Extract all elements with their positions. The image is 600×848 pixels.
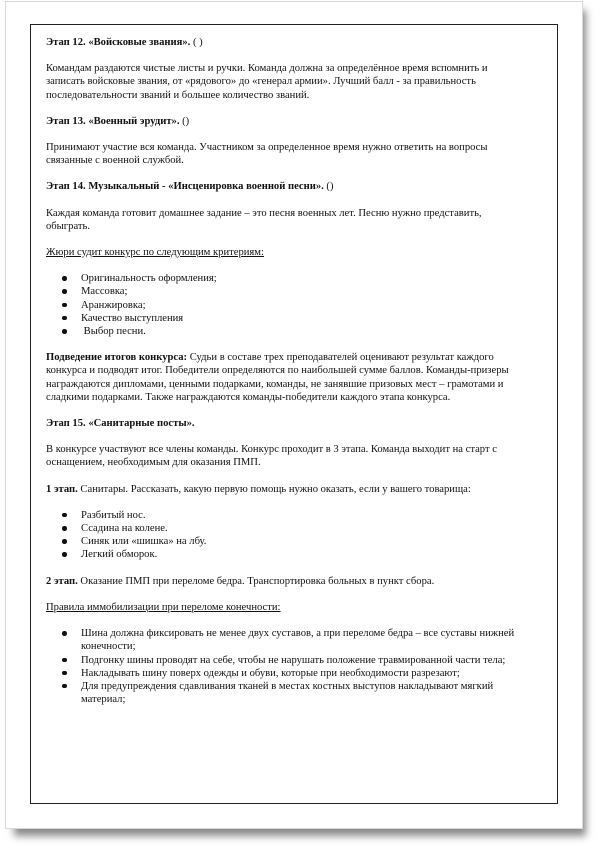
- list-item-text: Выбор песни.: [81, 326, 146, 338]
- list-item: [46, 285, 524, 298]
- step2-paragraph: [46, 575, 524, 588]
- list-item: [46, 535, 524, 548]
- list-item: [46, 299, 524, 312]
- step1-label: 1 этап.: [46, 483, 78, 495]
- list-item-text: Легкий обморок.: [81, 549, 158, 561]
- step1-text: Санитары. Рассказать, какую первую помощь нужно оказать, если у вашего товарища:: [77, 483, 471, 495]
- stage13-heading: [46, 115, 524, 128]
- list-item: [46, 548, 524, 561]
- list-item: [46, 680, 524, 706]
- list-item: [46, 627, 524, 653]
- bullet-icon: [62, 631, 67, 636]
- rules-list: [46, 627, 524, 706]
- list-item-text: Массовка;: [81, 286, 128, 298]
- stage14-heading: [46, 180, 524, 193]
- bullet-icon: [62, 526, 67, 531]
- bullet-icon: [62, 316, 67, 321]
- bullet-icon: [62, 513, 67, 518]
- list-item-text: Оригинальность оформления;: [81, 273, 217, 285]
- list-item: [46, 312, 524, 325]
- document-content: [46, 36, 524, 706]
- list-item: [46, 654, 524, 667]
- step2-label: 2 этап.: [46, 575, 78, 587]
- stage12-suffix: ( ): [190, 37, 203, 48]
- list-item-text: Шина должна фиксировать не менее двух суставов, а при переломе бедра – все суставы нижней конечности;: [81, 628, 515, 653]
- bullet-icon: [62, 303, 67, 308]
- bullet-icon: [62, 329, 67, 334]
- bullet-icon: [62, 671, 67, 676]
- criteria-list: [46, 272, 524, 338]
- stage13-text: Принимают участие вся команда. Участником за определенное время нужно ответить на вопросы связанные с военной службой.: [46, 142, 488, 167]
- list-item: [46, 509, 524, 522]
- stage14-title: Этап 14. Музыкальный - «Инсценировка военной песни».: [46, 181, 324, 193]
- list-item-text: Разбитый нос.: [81, 509, 146, 521]
- bullet-icon: [62, 658, 67, 663]
- stage12-text: Командам раздаются чистые листы и ручки. Команда должна за определённое время вспомнить и записать войсковые звания, от «рядового» до «генерал армии». Лучший балл - за правильность последовательности званий и большее количество званий.: [46, 63, 488, 101]
- list-item: [46, 325, 524, 338]
- rules-heading: Правила иммобилизации при переломе конечности:: [46, 601, 281, 613]
- list-item-text: Подгонку шины проводят на себе, чтобы не нарушать положение травмированной части тела;: [81, 654, 506, 666]
- step2-text: Оказание ПМП при переломе бедра. Транспортировка больных в пункт сбора.: [77, 575, 435, 587]
- stage15-text: В конкурсе участвуют все члены команды. Конкурс проходит в 3 этапа. Команда выходит на старт с оснащением, необходимым для оказания ПМП.: [46, 444, 497, 469]
- results-text: Судьи в составе трех преподавателей оценивают результат каждого конкурса и подводят итог. Победители определяются по наибольшей сумме баллов. Команды-призеры награждаются дипломами, ценными подарками, команды, не занявшие призовых мест – грамотами и сладкими подарками. Также награждаются команды-победители каждого этапа конкурса.: [46, 352, 509, 403]
- bullet-icon: [62, 276, 67, 281]
- results-label: Подведение итогов конкурса:: [46, 352, 188, 364]
- bullet-icon: [62, 289, 67, 294]
- stage14-suffix: (): [323, 181, 334, 193]
- list-item-text: Качество выступления: [81, 312, 184, 324]
- stage14-text: Каждая команда готовит домашнее задание – это песня военных лет. Песню нужно представить, обыграть.: [46, 207, 482, 232]
- list-item-text: Ссадина на колене.: [81, 523, 168, 535]
- stage13-title: Этап 13. «Военный эрудит».: [46, 115, 180, 127]
- bullet-icon: [62, 539, 67, 544]
- list-item: [46, 667, 524, 680]
- stage12-title: Этап 12. «Войсковые звания».: [46, 37, 191, 48]
- criteria-heading: Жюри судит конкурс по следующим критериям:: [46, 247, 264, 259]
- stage12-heading: [46, 36, 524, 49]
- list-item-text: Аранжировка;: [81, 299, 146, 311]
- list-item: [46, 272, 524, 285]
- list-item-text: Синяк или «шишка» на лбу.: [81, 536, 207, 548]
- bullet-icon: [62, 684, 67, 689]
- stage15-title: Этап 15. «Санитарные посты».: [46, 418, 195, 430]
- injuries-list: [46, 509, 524, 562]
- list-item-text: Для предупреждения сдавливания тканей в местах костных выступов накладывают мягкий материал;: [81, 680, 494, 706]
- step1-paragraph: [46, 483, 524, 496]
- results-paragraph: [46, 351, 524, 404]
- list-item-text: Накладывать шину поверх одежды и обуви, которые при необходимости разрезают;: [81, 667, 460, 679]
- bullet-icon: [62, 552, 67, 557]
- stage13-suffix: (): [179, 115, 190, 127]
- list-item: [46, 522, 524, 535]
